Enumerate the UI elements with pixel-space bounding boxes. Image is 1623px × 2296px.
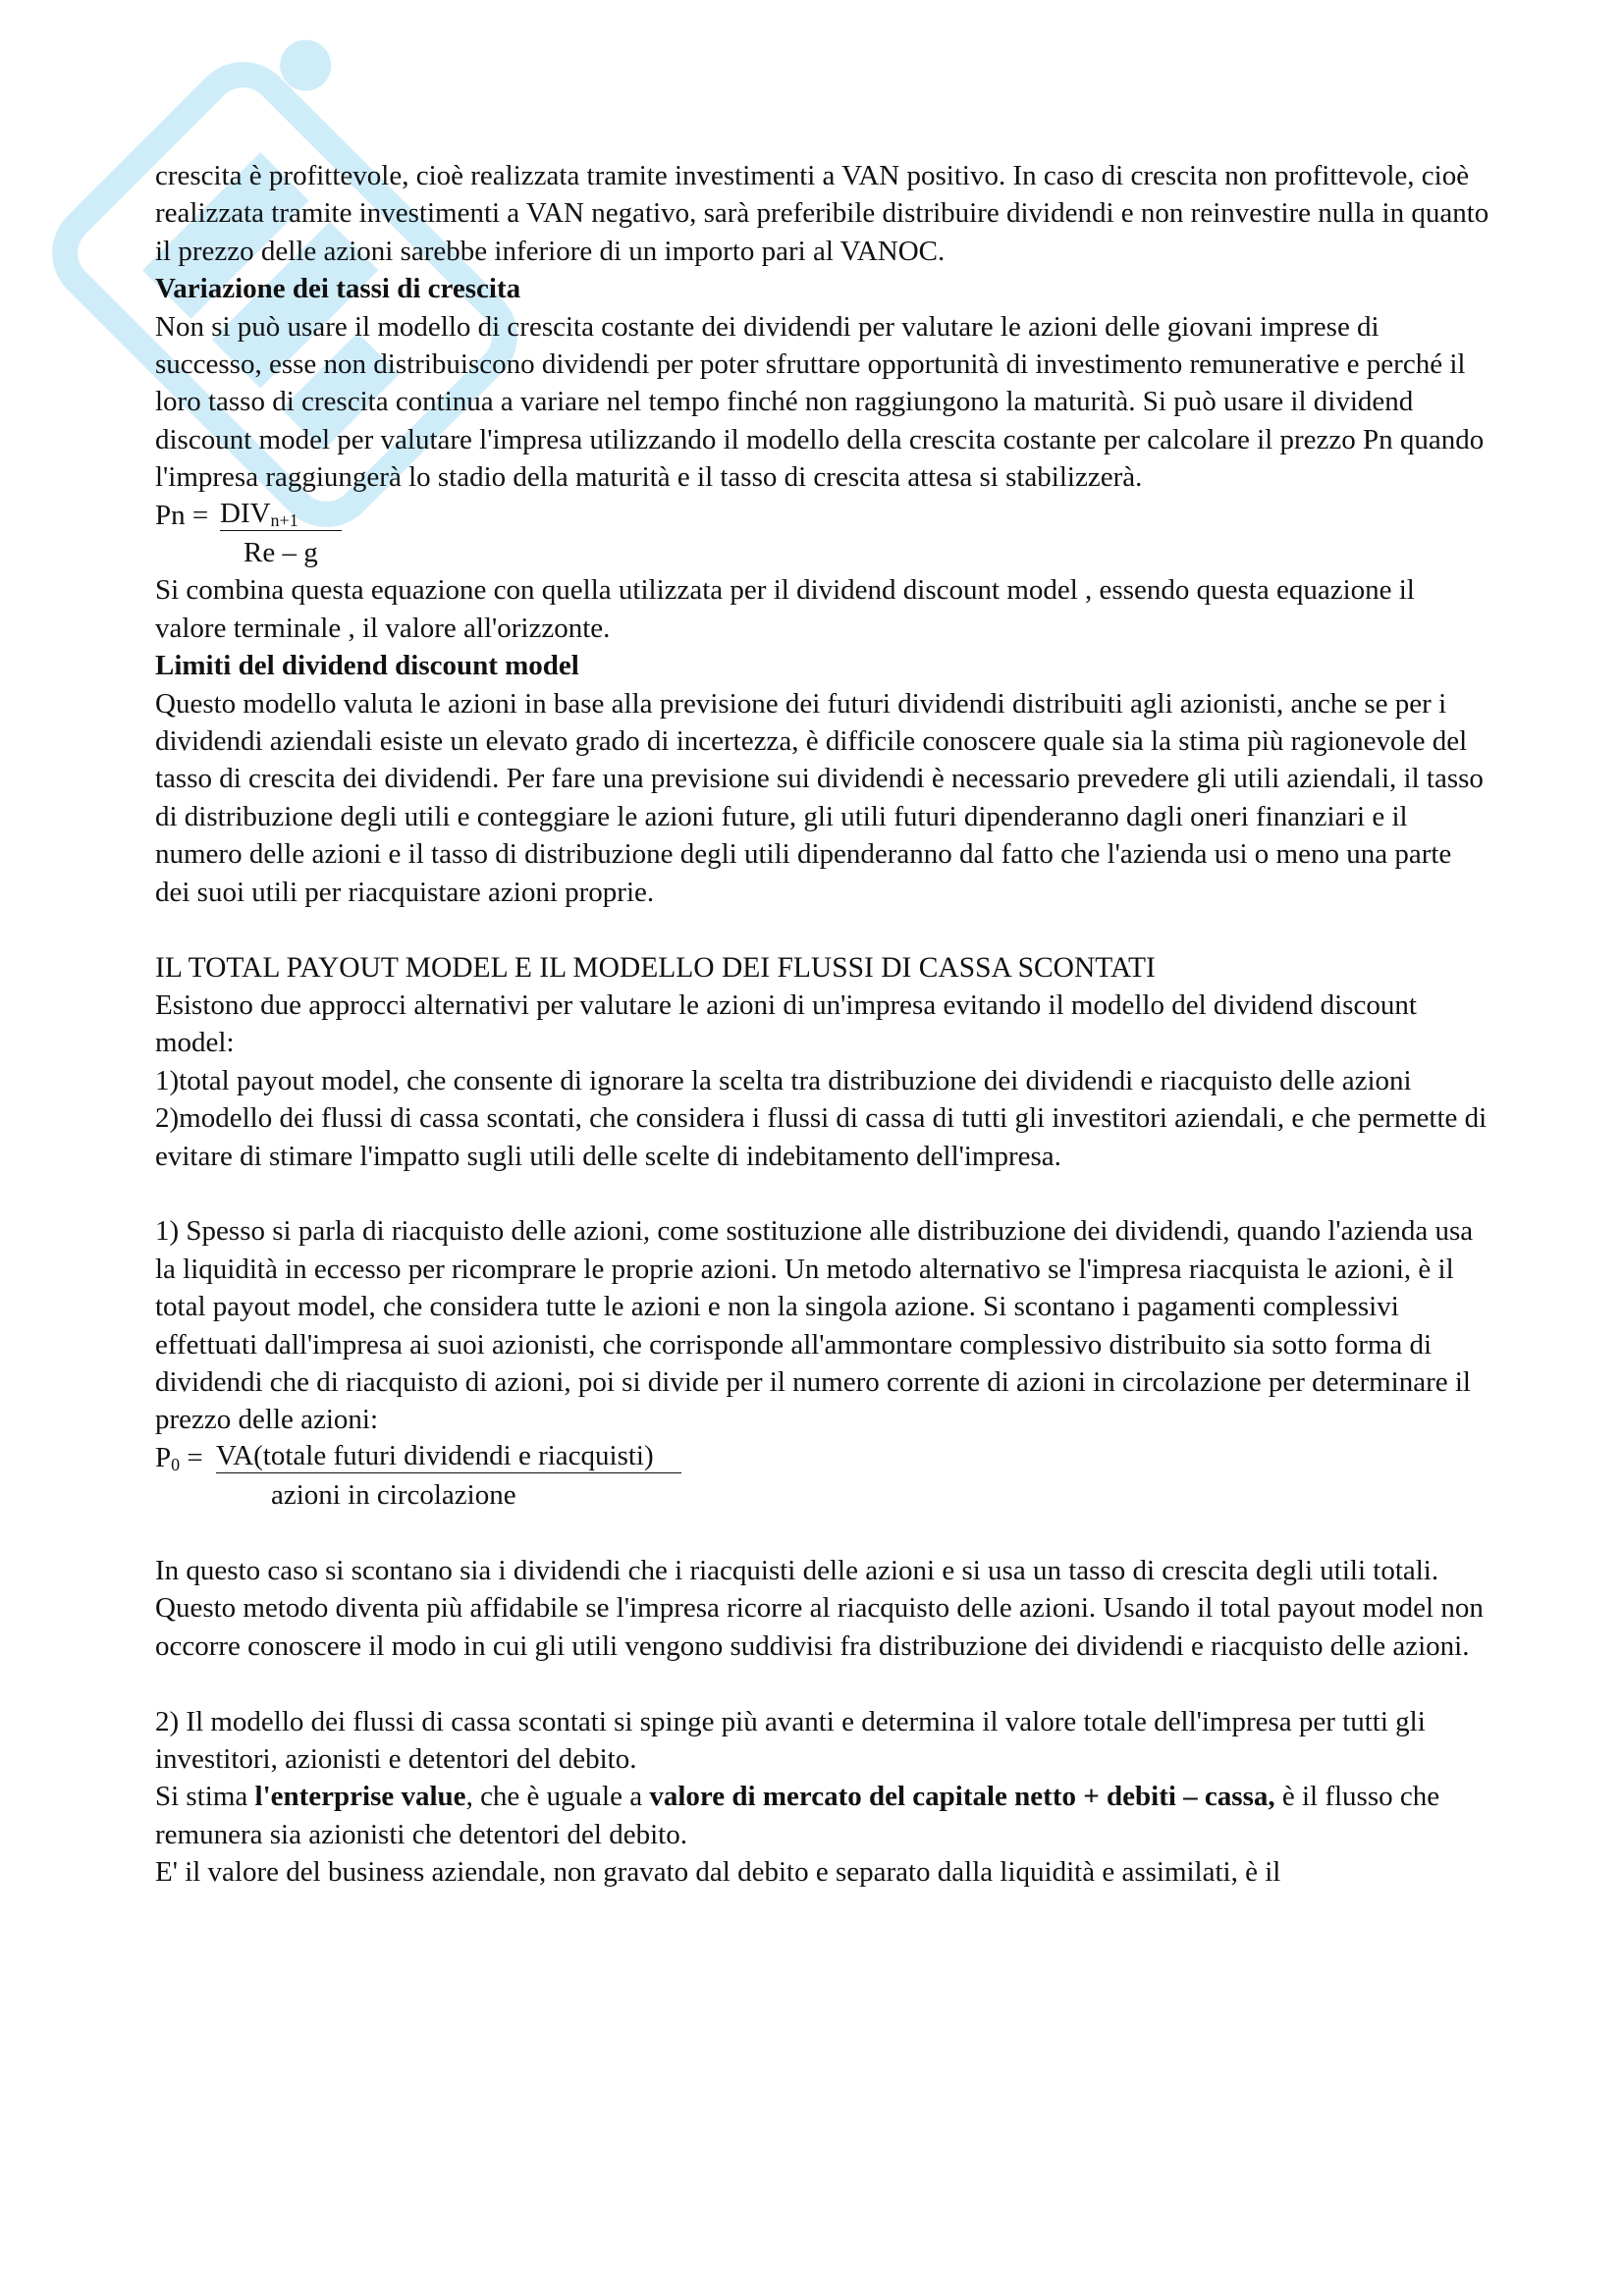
formula-p0: [155, 1439, 1490, 1515]
text-run: , che è uguale a: [465, 1781, 650, 1813]
formula-numerator: VA(totale futuri dividendi e riacquisti): [216, 1439, 681, 1473]
formula-lhs: Pn =: [155, 499, 209, 531]
paragraph: Si combina questa equazione con quella utilizzata per il dividend discount model , essendo questa equazione il valore terminale , il valore all'orizzonte.: [155, 574, 1415, 644]
document-body: [155, 157, 1490, 1892]
blank-line: [155, 1665, 1490, 1702]
section-title: IL TOTAL PAYOUT MODEL E IL MODELLO DEI FLUSSI DI CASSA SCONTATI: [155, 951, 1156, 984]
formula-numerator: [220, 497, 342, 531]
paragraph: crescita è profittevole, cioè realizzata tramite investimenti a VAN positivo. In caso di crescita non profittevole, cioè realizzata tramite investimenti a VAN negativo, sarà preferibile distribuire dividendi e non reinvestire nulla in quanto il prezzo delle azioni sarebbe inferiore di un importo pari al VANOC.: [155, 160, 1489, 267]
formula-lhs: [155, 1439, 203, 1476]
text-run: è il flusso che remunera sia azionisti che detentori del debito.: [155, 1781, 1440, 1850]
formula-pn: [155, 497, 1490, 572]
list-item: 1)total payout model, che consente di ignorare la scelta tra distribuzione dei dividendi e riacquisto delle azioni: [155, 1064, 1412, 1096]
formula-equals: =: [180, 1441, 203, 1473]
formula-denominator: Re – g: [243, 537, 318, 569]
paragraph: E' il valore del business aziendale, non gravato dal debito e separato dalla liquidità e assimilati, è il: [155, 1856, 1281, 1889]
paragraph: 2) Il modello dei flussi di cassa scontati si spinge più avanti e determina il valore totale dell'impresa per tutti gli investitori, azionisti e detentori del debito.: [155, 1705, 1426, 1775]
bold-formula-text: valore di mercato del capitale netto + debiti – cassa,: [649, 1781, 1275, 1813]
paragraph-enterprise-value: [155, 1778, 1490, 1853]
paragraph: Questo modello valuta le azioni in base alla previsione dei futuri dividendi distribuiti agli azionisti, anche se per i dividendi aziendali esiste un elevato grado di incertezza, è difficile conoscere quale sia la stima più ragionevole del tasso di crescita dei dividendi. Per fare una previsione sui dividendi è necessario prevedere gli utili aziendali, il tasso di distribuzione degli utili e conteggiare le azioni future, gli utili futuri dipenderanno dagli oneri finanziari e il numero delle azioni e il tasso di distribuzione degli utili dipenderanno dal fatto che l'azienda usi o meno una parte dei suoi utili per riacquistare azioni proprie.: [155, 687, 1484, 908]
formula-lhs-main: P: [155, 1441, 172, 1473]
blank-line: [155, 1175, 1490, 1212]
formula-numerator-subscript: n+1: [270, 509, 298, 530]
heading-limiti-ddm: Limiti del dividend discount model: [155, 650, 579, 682]
paragraph: In questo caso si scontano sia i dividendi che i riacquisti delle azioni e si usa un tasso di crescita degli utili totali. Questo metodo diventa più affidabile se l'impresa ricorre al riacquisto delle azioni. Usando il total payout model non occorre conoscere il modo in cui gli utili vengono suddivisi fra distribuzione dei dividendi e riacquisto delle azioni.: [155, 1554, 1484, 1662]
paragraph: Non si può usare il modello di crescita costante dei dividendi per valutare le azioni delle giovani imprese di successo, esse non distribuiscono dividendi per poter sfruttare opportunità di investimento remunerative e perché il loro tasso di crescita continua a variare nel tempo finché non raggiungono la maturità. Si può usare il dividend discount model per valutare l'impresa utilizzando il modello della crescita costante per calcolare il prezzo Pn quando l'impresa raggiungerà lo stadio della maturità e il tasso di crescita attesa si stabilizzerà.: [155, 310, 1485, 494]
bold-term-enterprise-value: l'enterprise value: [254, 1781, 466, 1813]
formula-numerator-main: DIV: [220, 497, 271, 529]
text-run: Si stima: [155, 1781, 255, 1813]
list-item: 2)modello dei flussi di cassa scontati, che considera i flussi di cassa di tutti gli investitori aziendali, e che permette di evitare di stimare l'impatto sugli utili delle scelte di indebitamento dell'impresa.: [155, 1102, 1488, 1172]
blank-line: [155, 1515, 1490, 1552]
blank-line: [155, 911, 1490, 948]
formula-denominator: azioni in circolazione: [271, 1479, 516, 1512]
formula-lhs-subscript: 0: [171, 1454, 181, 1474]
paragraph: 1) Spesso si parla di riacquisto delle azioni, come sostituzione alle distribuzione dei dividendi, quando l'azienda usa la liquidità in eccesso per ricomprare le proprie azioni. Un metodo alternativo se l'impresa riacquista le azioni, è il total payout model, che considera tutte le azioni e non la singola azione. Si scontano i pagamenti complessivi effettuati dall'impresa ai suoi azionisti, che corrisponde all'ammontare complessivo distribuito sia sotto forma di dividendi che di riacquisto di azioni, poi si divide per il numero corrente di azioni in circolazione per determinare il prezzo delle azioni:: [155, 1215, 1474, 1436]
heading-variazione-tassi: Variazione dei tassi di crescita: [155, 273, 521, 305]
paragraph: Esistono due approcci alternativi per valutare le azioni di un'impresa evitando il modello del dividend discount model:: [155, 988, 1417, 1059]
